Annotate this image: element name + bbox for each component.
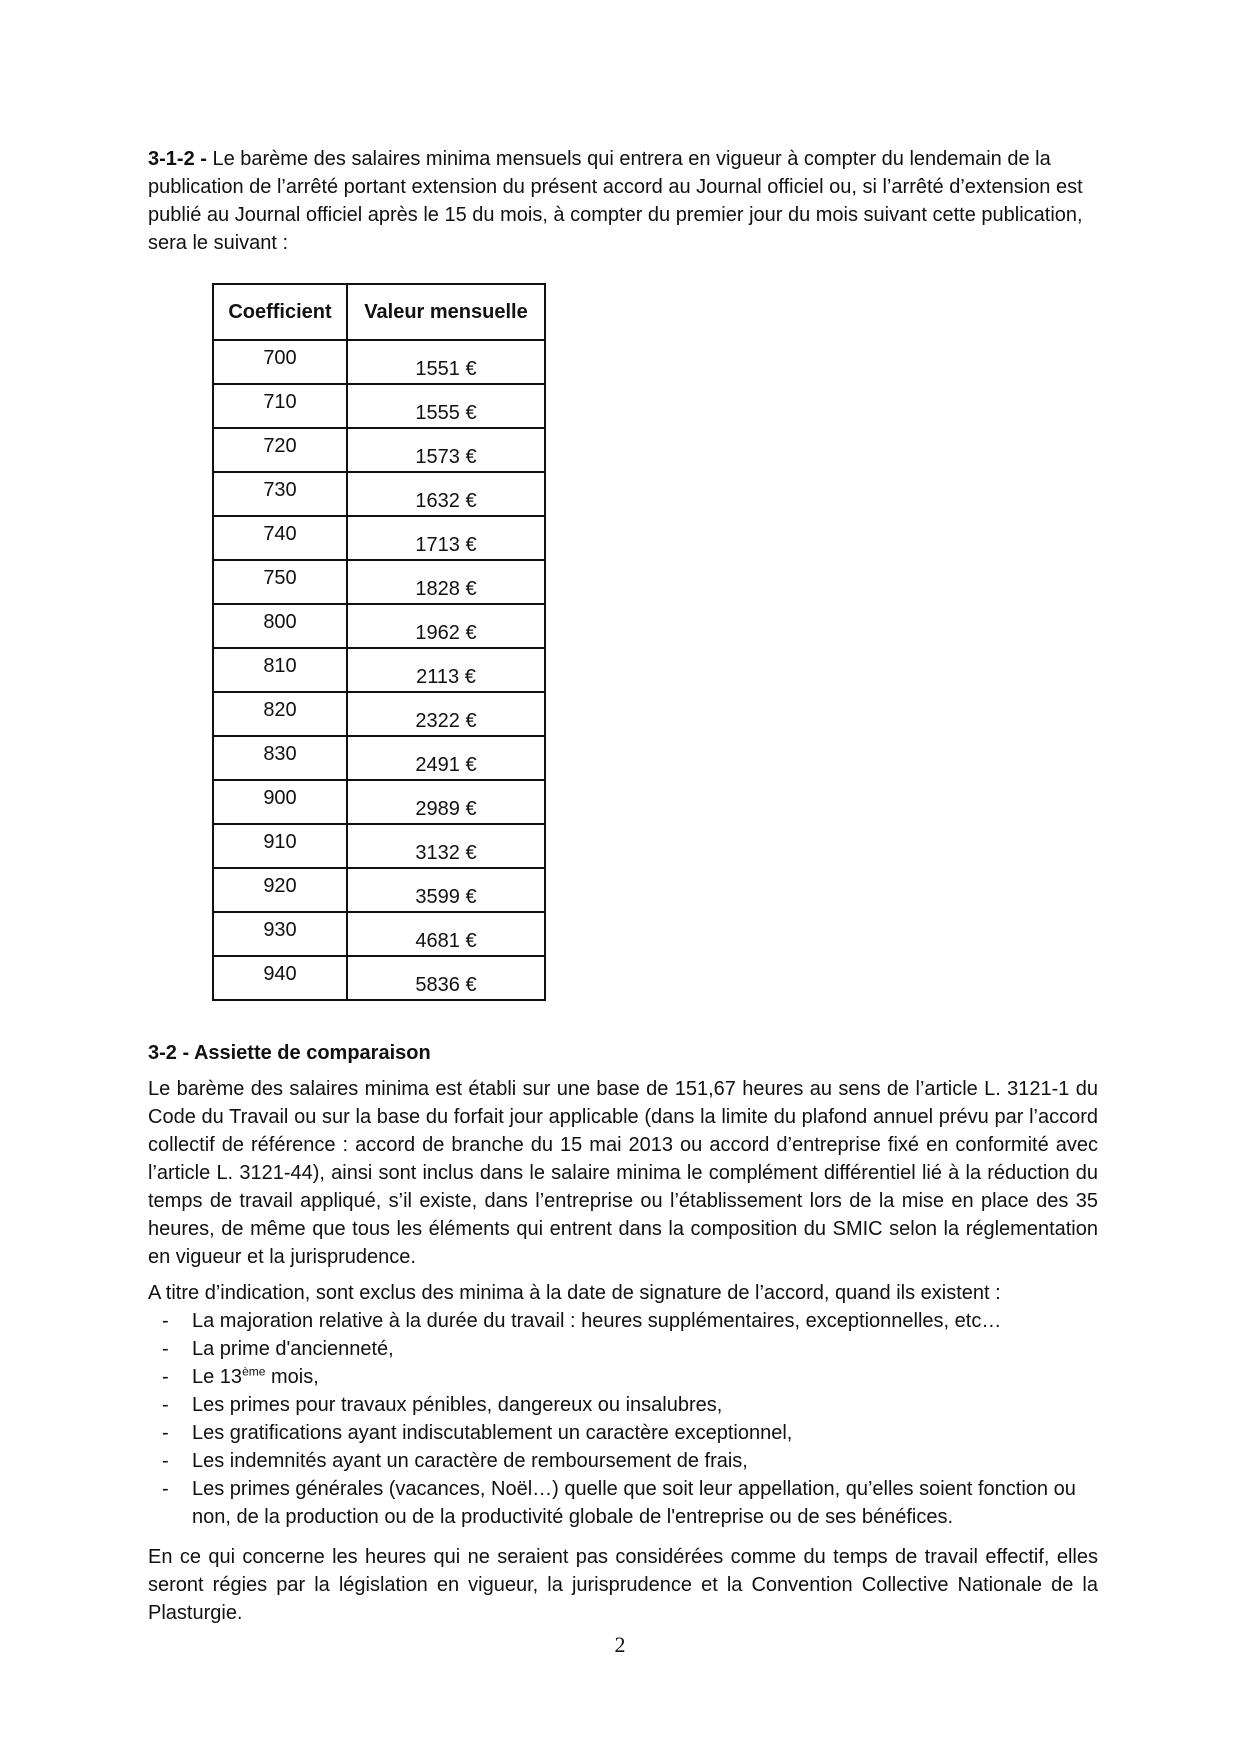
value-cell: 1573 € bbox=[347, 428, 545, 472]
list-item-text: La prime d'ancienneté, bbox=[192, 1338, 394, 1360]
list-item bbox=[148, 1363, 1098, 1391]
list-item bbox=[148, 1307, 1098, 1335]
salary-table-wrapper bbox=[212, 283, 1098, 1001]
coefficient-cell: 800 bbox=[213, 604, 347, 648]
list-item bbox=[148, 1335, 1098, 1363]
table-row bbox=[213, 824, 545, 868]
list-item-text-prefix: Le 13 bbox=[192, 1366, 243, 1388]
list-item-text: Les primes pour travaux pénibles, dangereux ou insalubres, bbox=[192, 1394, 723, 1416]
assiette-paragraph: Le barème des salaires minima est établi sur une base de 151,67 heures au sens de l’article L. 3121-1 du Code du Travail ou sur la base du forfait jour applicable (dans la limite du plafond annuel prévu par l’accord collectif de référence : accord de branche du 15 mai 2013 ou accord d’entreprise fixé en conformité avec l’article L. 3121-44), ainsi sont inclus dans le salaire minima le complément différentiel lié à la réduction du temps de travail appliqué, s’il existe, dans l’entreprise ou l’établissement lors de la mise en place des 35 heures, de même que tous les éléments qui entrent dans la composition du SMIC selon la réglementation en vigueur et la jurisprudence. bbox=[148, 1078, 1098, 1268]
value-cell: 3599 € bbox=[347, 868, 545, 912]
table-row bbox=[213, 868, 545, 912]
list-dash: - bbox=[162, 1366, 169, 1388]
salary-table bbox=[212, 283, 546, 1001]
list-dash: - bbox=[162, 1450, 169, 1472]
section-number: 3-1-2 - bbox=[148, 148, 207, 170]
coefficient-cell: 820 bbox=[213, 692, 347, 736]
value-cell: 1828 € bbox=[347, 560, 545, 604]
page-number: 2 bbox=[614, 1632, 626, 1657]
coefficient-cell: 810 bbox=[213, 648, 347, 692]
coefficient-cell: 830 bbox=[213, 736, 347, 780]
value-cell: 1962 € bbox=[347, 604, 545, 648]
value-cell: 5836 € bbox=[347, 956, 545, 1000]
intro-paragraph bbox=[148, 145, 1098, 257]
value-cell: 1632 € bbox=[347, 472, 545, 516]
value-cell: 1713 € bbox=[347, 516, 545, 560]
table-row bbox=[213, 428, 545, 472]
table-row bbox=[213, 780, 545, 824]
coefficient-cell: 710 bbox=[213, 384, 347, 428]
table-header-row bbox=[213, 284, 545, 340]
table-row bbox=[213, 604, 545, 648]
coefficient-cell: 900 bbox=[213, 780, 347, 824]
value-cell: 1555 € bbox=[347, 384, 545, 428]
table-row bbox=[213, 736, 545, 780]
list-dash: - bbox=[162, 1338, 169, 1360]
list-dash: - bbox=[162, 1422, 169, 1444]
value-cell: 3132 € bbox=[347, 824, 545, 868]
list-item-text: La majoration relative à la durée du travail : heures supplémentaires, exceptionnelles, etc… bbox=[192, 1310, 1002, 1332]
list-item-text-suffix: mois, bbox=[265, 1366, 319, 1388]
coefficient-cell: 910 bbox=[213, 824, 347, 868]
table-row bbox=[213, 340, 545, 384]
value-cell: 2322 € bbox=[347, 692, 545, 736]
coefficient-cell: 740 bbox=[213, 516, 347, 560]
list-dash: - bbox=[162, 1394, 169, 1416]
working-time-paragraph: En ce qui concerne les heures qui ne seraient pas considérées comme du temps de travail effectif, elles seront régies par la législation en vigueur, la jurisprudence et la Convention Collective Nationale de la Plasturgie. bbox=[148, 1546, 1098, 1624]
list-item-text: Les primes générales (vacances, Noël…) quelle que soit leur appellation, qu’elles soient fonction ou non, de la production ou de la productivité globale de l'entreprise ou de ses bénéfices. bbox=[192, 1478, 1076, 1528]
superscript-eme: ème bbox=[242, 1364, 266, 1379]
table-row bbox=[213, 956, 545, 1000]
value-cell: 4681 € bbox=[347, 912, 545, 956]
list-item-text: Les gratifications ayant indiscutablement un caractère exceptionnel, bbox=[192, 1422, 793, 1444]
exclusions-intro: A titre d’indication, sont exclus des minima à la date de signature de l’accord, quand ils existent : bbox=[148, 1282, 1001, 1304]
table-row bbox=[213, 516, 545, 560]
coefficient-cell: 930 bbox=[213, 912, 347, 956]
intro-text: Le barème des salaires minima mensuels qui entrera en vigueur à compter du lendemain de la publication de l’arrêté portant extension du présent accord au Journal officiel ou, si l’arrêté d’extension est publié au Journal officiel après le 15 du mois, à compter du premier jour du mois suivant cette publication, sera le suivant : bbox=[148, 148, 1083, 254]
table-row bbox=[213, 692, 545, 736]
coefficient-cell: 940 bbox=[213, 956, 347, 1000]
table-row bbox=[213, 384, 545, 428]
coefficient-cell: 730 bbox=[213, 472, 347, 516]
table-row bbox=[213, 648, 545, 692]
exclusions-list bbox=[148, 1307, 1098, 1531]
document-page bbox=[148, 145, 1098, 1627]
value-cell: 1551 € bbox=[347, 340, 545, 384]
list-item bbox=[148, 1391, 1098, 1419]
table-row bbox=[213, 912, 545, 956]
header-valeur-mensuelle: Valeur mensuelle bbox=[347, 284, 545, 340]
list-item bbox=[148, 1447, 1098, 1475]
value-cell: 2989 € bbox=[347, 780, 545, 824]
header-coefficient: Coefficient bbox=[213, 284, 347, 340]
coefficient-cell: 920 bbox=[213, 868, 347, 912]
value-cell: 2113 € bbox=[347, 648, 545, 692]
list-item bbox=[148, 1419, 1098, 1447]
list-dash: - bbox=[162, 1478, 169, 1500]
section-heading: 3-2 - Assiette de comparaison bbox=[148, 1042, 431, 1064]
list-item-text: Les indemnités ayant un caractère de remboursement de frais, bbox=[192, 1450, 748, 1472]
table-row bbox=[213, 472, 545, 516]
list-item bbox=[148, 1475, 1098, 1531]
coefficient-cell: 720 bbox=[213, 428, 347, 472]
coefficient-cell: 700 bbox=[213, 340, 347, 384]
coefficient-cell: 750 bbox=[213, 560, 347, 604]
list-dash: - bbox=[162, 1310, 169, 1332]
table-row bbox=[213, 560, 545, 604]
value-cell: 2491 € bbox=[347, 736, 545, 780]
